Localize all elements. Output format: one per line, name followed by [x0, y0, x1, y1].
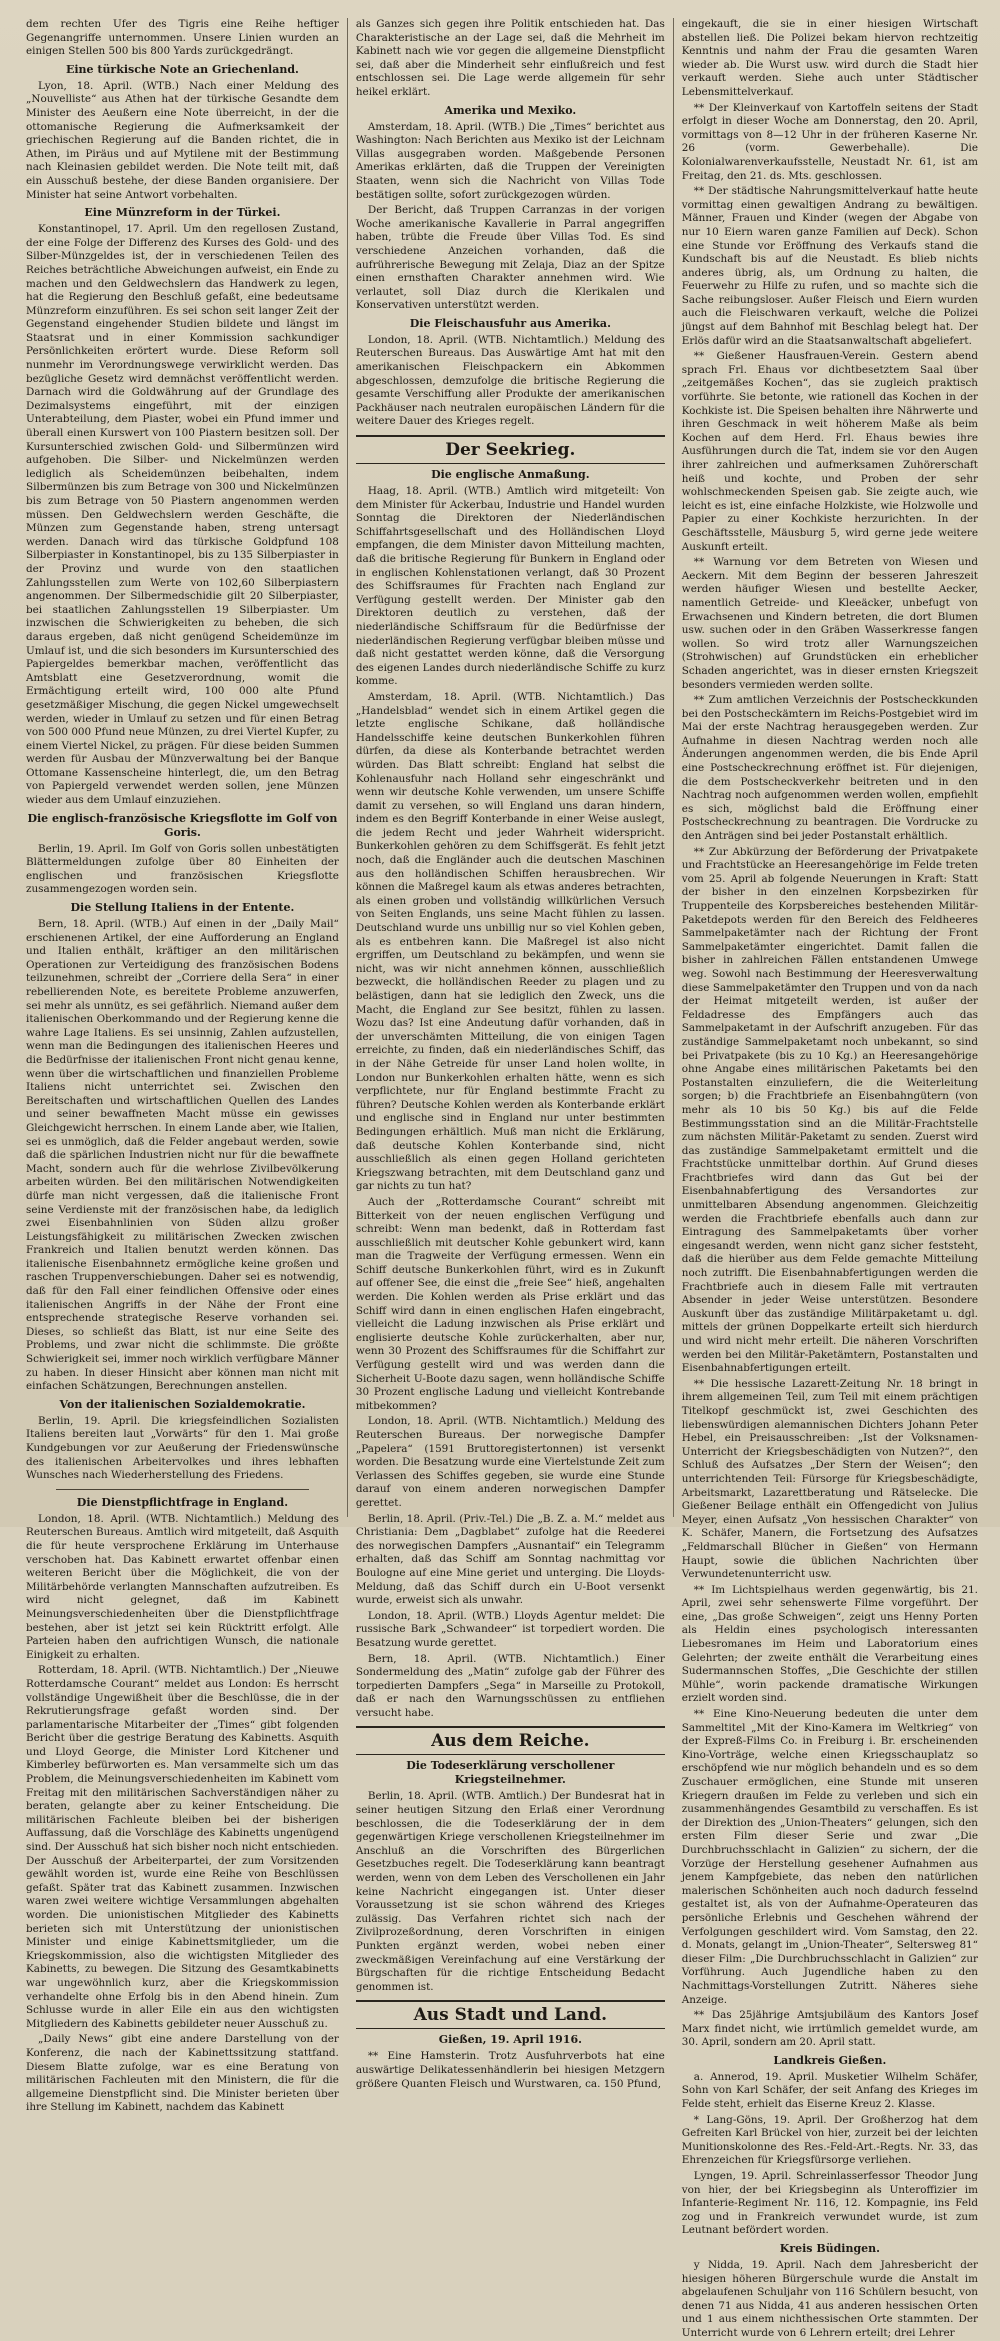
article-paragraph: ** Eine Hamsterin. Trotz Ausfuhrverbots hat eine auswärtige Delikatessenhändlerin bei hiesigen Metzgern größere Quanten Fleisch und Wurstwaren, ca. 150 Pfund,	[355, 2050, 665, 2090]
article-paragraph: London, 18. April. (WTB. Nichtamtlich.) Meldung des Reuterschen Bureaus. Der norwegische Dampfer „Papelera“ (1591 Bruttoregistertonnen) ist versenkt worden. Die Besatzung wurde eine Viertelstunde Zeit zum Verlassen des Schiffes gegeben, sie wurde eine Stunde darauf von einem anderen norwegischen Dampfer gerettet.	[355, 1415, 665, 1509]
article-paragraph: Lyon, 18. April. (WTB.) Nach einer Meldung des „Nouvelliste“ aus Athen hat der türkische Gesandte dem Minister des Aeußern eine Note überreicht, in der die ottomanische Regierung die Aufmerksamkeit der griechischen Regierung auf die Banden richtet, die in Athen, im Piräus und auf Mytilene mit der Bestimmung nach Kleinasien gebildet werden. Die Note teilt mit, daß ein Ausschuß bestehe, der diese Banden organisiere. Der Minister hat seine Antwort vorbehalten.	[26, 79, 339, 201]
article-paragraph: Haag, 18. April. (WTB.) Amtlich wird mitgeteilt: Von dem Minister für Ackerbau, Industrie und Handel wurden Sonntag die Direktoren der Niederländischen Schiffahrtsgesellschaft und des Holländischen Lloyd empfangen, die dem Minister davon Mitteilung machten, daß die britische Regierung für Bunkern in England oder in englischen Kohlenstationen verlangt, daß 30 Prozent des Schiffsraumes für Frachten nach England zur Verfügung gestellt werden. Der Minister gab den Direktoren deutlich zu verstehen, daß der niederländische Schiffsraum für die Bedürfnisse der niederländischen Regierung verfügbar bleiben müsse und daß nicht gestattet werden könne, daß die Versorgung des eigenen Landes durch niederländische Schiffe zu kurz komme.	[355, 485, 665, 688]
article-paragraph: London, 18. April. (WTB. Nichtamtlich.) Meldung des Reuterschen Bureaus. Das Auswärtige Amt hat mit den amerikanischen Fleischpackern ein Abkommen abgeschlossen, demzufolge die britische Regierung die gesamte Verschiffung aller Produkte der amerikanischen Packhäuser nach neutralen europäischen Ländern für die weitere Dauer des Krieges regelt.	[355, 333, 665, 428]
headline-death-declaration: Die Todeserklärung verschollener Kriegsteilnehmer.	[406, 1759, 615, 1787]
column-right	[674, 18, 986, 2339]
headline-meat-export: Die Fleischausfuhr aus Amerika.	[409, 316, 611, 330]
article-continuation: als Ganzes sich gegen ihre Politik entschieden hat. Das Charakteristische an der Lage sei, daß die Mehrheit im Kabinett nach wie vor gegen die allgemeine Dienstpflicht sei, daß aber die Minderheit sehr einflußreich und fest entschlossen sei. Die Lage werde allgemein für sehr heikel erklärt.	[355, 18, 665, 98]
local-news-item: a. Annerod, 19. April. Musketier Wilhelm Schäfer, Sohn von Karl Schäfer, der seit Anfang des Krieges im Felde steht, erhielt das Eiserne Kreuz 2. Klasse.	[681, 2070, 978, 2111]
article-paragraph: Amsterdam, 18. April. (WTB. Nichtamtlich.) Das „Handelsblad“ wendet sich in einem Artikel gegen die letzte englische Schikane, daß holländische Handelsschiffe keine deutschen Bunkerkohlen führen dürfen, da diese als Konterbande betrachtet werden würden. Das Blatt schreibt: England hat selbst die Kohlenausfuhr nach Holland sehr eingeschränkt und wenn wir deutsche Kohle verwenden, um unsere Schiffe damit zu versehen, so will England uns daran hindern, indem es den Begriff Konterbande in einer Weise auslegt, die jedem Recht und jeder Wahrheit widerspricht. Bunkerkohlen gehören zu dem Schiffsgerät. Es fehlt jetzt noch, daß die Engländer auch die deutschen Maschinen aus den holländischen Schiffen herausbrechen. Wir können die Maßregel kaum als etwas anderes betrachten, als einen groben und vollständig willkürlichen Versuch von Seiten Englands, uns seine Macht fühlen zu lassen. Deutschland wurde uns unbillig nur so viel Kohlen geben, als es entbehren kann. Die Maßregel ist also nicht ergriffen, um Deutschland zu bekämpfen, und wenn sie nicht, was wir nicht annehmen können, ausschließlich bezweckt, die holländischen Reeder zu plagen und zu belästigen, dann hat sie lediglich den Zweck, uns die Macht, die England zur See besitzt, fühlen zu lassen. Wozu das? Ist eine Andeutung dafür vorhanden, daß in der unverschämten Mitteilung, die von einigen Tagen erreichte, zu finden, daß ein niederländisches Schiff, das in der Nähe Getreide für unser Land holen wollte, in London nur Bunkerkohlen erhalten hätte, wenn es sich verpflichtete, nur für England bestimmte Fracht zu führen? Deutsche Kohlen werden als Konterbande erklärt und englische sind in England nur unter bestimmten Bedingungen erhältlich. Muß man nicht die Erklärung, daß deutsche Kohlen Konterbande sind, nicht ausschließlich als einen gegen Holland gerichteten Kriegszwang betrachten, mit dem Deutschland ganz und gar nichts zu tun hat?	[355, 690, 665, 1193]
article-paragraph: Amsterdam, 18. April. (WTB.) Die „Times“ berichtet aus Washington: Nach Berichten aus Mexiko ist der Leichnam Villas ausgegraben worden. Maßgebende Personen Amerikas erklärten, daß die Truppen der Vereinigten Staaten, wenn sich die Nachricht von Villas Tode bestätigen sollte, sofort zurückgezogen würden.	[355, 120, 665, 201]
column-middle	[347, 18, 674, 2090]
local-news-item: ** Warnung vor dem Betreten von Wiesen und Aeckern. Mit dem Beginn der besseren Jahreszeit werden häufiger Wiesen und bestellte Aecker, namentlich Getreide- und Kleeäcker, unbefugt von Erwachsenen und Kindern betreten, die dort Blumen usw. suchen oder in den Gräben Wasserkresse fangen wollen. So wird trotz aller Warnungszeichen (Strohwischen) auf Grundstücken ein erheblicher Schaden angerichtet, was in dieser ernsten Kriegszeit besonders vermieden werden sollte.	[681, 556, 978, 691]
article-paragraph: Berlin, 18. April. (Priv.-Tel.) Die „B. Z. a. M.“ meldet aus Christiania: Dem „Dagblabet“ zufolge hat die Reederei des norwegischen Dampfers „Ausnantaif“ ein Telegramm erhalten, daß das Schiff am Sonntag nachmittag vor Boulogne auf eine Mine geriet und unterging. Die Lloyds-Meldung, daß das Schiff durch ein U-Boot versenkt wurde, erweist sich als unwahr.	[355, 1512, 665, 1607]
article-paragraph: Konstantinopel, 17. April. Um den regellosen Zustand, der eine Folge der Differenz des Kurses des Gold- und des Silber-Münzgeldes ist, der in verschiedenen Teilen des Reiches beträchtliche Abweichungen aufweist, ein Ende zu machen und den Geldwechslern das Handwerk zu legen, hat die Regierung den Beschluß gefaßt, eine bedeutsame Münzreform einzuführen. Es sei schon seit langer Zeit der Gegenstand eingehender Studien bildete und längst im Staatsrat und in einer Kommission sachkundiger Persönlichkeiten erörtert wurde. Diese Reform soll nunmehr im Verordnungswege verwirklicht werden. Das bezügliche Gesetz wird demnächst veröffentlicht werden. Darnach wird die Goldwährung auf der Grundlage des Dezimalsystems eingeführt, mit der einzigen Unterabteilung, dem Piaster, wobei ein Pfund immer und überall einen Kurswert von 100 Piastern besitzen soll. Der Kursunterschied zwischen Gold- und Silbermünzen wird aufgehoben. Die Silber- und Nickelmünzen werden lediglich als Scheidemünzen beibehalten, indem Silbermünzen bis zum Betrage von 300 und Nickelmünzen bis zum Betrage von 50 Piastern angenommen werden müssen. Den Geldwechslern werden Geschäfte, die Münzen zum Gegenstande haben, streng untersagt werden. Danach wird das türkische Goldpfund 108 Silberpiaster in Konstantinopel, bis zu 135 Silberpiaster in der Provinz und wurde von den staatlichen Zahlungsstellen zum Werte von 102,60 Silberpiastern angenommen. Der Silbermedschidie gilt 20 Silberpiaster, bei staatlichen Zahlungsstellen 19 Silberpiaster. Um inzwischen die Schwierigkeiten zu beheben, die sich daraus ergeben, daß nicht genügend Scheidemünze im Umlauf ist, und die sich besonders im Kursunterschied des Papiergeldes bemerkbar machen, veröffentlicht das Amtsblatt eine Gesetzverordnung, womit die Ermächtigung erteilt wird, 100 000 alte Pfund gesetzmäßiger Mischung, die gegen Nickel umgewechselt werden, wieder in Umlauf zu setzen und für einen Betrag von 500 000 Pfund neue Münzen, zu drei Viertel Kupfer, zu einem Viertel Nickel, zu prägen. Für diese beiden Summen werden für Ausbau der Münzverwaltung bei der Banque Ottomane Kassenscheine hinterlegt, die, um den Betrag von Papiergeld verwendet werden sollen, jene Münzen wieder aus dem Umlauf einzuziehen.	[26, 223, 339, 807]
local-news-item: ** Das 25jährige Amtsjubiläum des Kantors Josef Marx findet nicht, wie irrtümlich gemeldet wurde, am 30. April, sondern am 20. April statt.	[681, 2009, 978, 2049]
headline-italian-social-democracy: Von der italienischen Sozialdemokratie.	[59, 1397, 306, 1411]
local-news-item: y Nidda, 19. April. Nach dem Jahresbericht der hiesigen höheren Bürgerschule wurde die Anstalt im abgelaufenen Schuljahr von 116 Schülern besucht, von denen 71 aus Nidda, 41 aus anderen hessischen Orten und 1 aus einem nichthessischen Orte stammten. Der Unterricht wurde von 6 Lehrern erteilt; drei Lehrer	[681, 2259, 978, 2339]
article-continuation: eingekauft, die sie in einer hiesigen Wirtschaft abstellen ließ. Die Polizei bekam hiervon rechtzeitig Kenntnis und nahm der Frau die gesamten Waren wieder ab. Die Wurst usw. wird durch die Stadt hier verkauft werden. Siehe auch unter Städtischer Lebensmittelverkauf.	[681, 18, 978, 98]
local-news-item: * Lang-Göns, 19. April. Der Großherzog hat dem Gefreiten Karl Brückel von hier, zurzeit bei der leichten Munitionskolonne des Res.-Feld-Art.-Regts. Nr. 33, das Ehrenzeichen für Kriegsfürsorge verliehen.	[681, 2113, 978, 2167]
article-paragraph: Rotterdam, 18. April. (WTB. Nichtamtlich.) Der „Nieuwe Rotterdamsche Courant“ meldet aus London: Es herrscht vollständige Ungewißheit über die Beschlüsse, die in der Rekrutierungsfrage gefaßt worden sind. Der parlamentarische Mitarbeiter der „Times“ gibt folgenden Bericht über die gestrige Beratung des Kabinetts. Asquith und Lloyd George, die Minister Lord Kitchener und Kimberley befürworten es. Man versammelte sich um das Problem, die Meinungsverschiedenheiten im Kabinett vom Freitag mit den militärischen Sachverständigen näher zu beraten, gelangte aber zu keiner Entscheidung. Die militärischen Fachleute bleiben bei der bisherigen Auffassung, daß die Vorschläge des Kabinetts ungenügend sind. Der Ausschuß hat sich bisher noch nicht entschieden. Der Ausschuß der Arbeiterpartei, der zum Vorsitzenden gewählt worden ist, wurde eine Reihe von Beschlüssen gefaßt. Später trat das Kabinett zusammen. Inzwischen waren zwei weitere wichtige Versammlungen abgehalten worden. Die unionistischen Mitglieder des Kabinetts berieten sich mit Unterstützung der unionistischen Minister und einige Kabinettsmitglieder, um die Kriegskommission, also die wichtigsten Mitglieder des Kabinetts, zu bewegen. Die Sitzung des Gesamtkabinetts war ungewöhnlich kurz, aber die Kriegskommission verhandelte ohne Erfolg bis in den Abend hinein. Zum Schlusse wurde in aller Eile ein aus den wichtigsten Mitgliedern des Kabinetts gebildeter neuer Ausschuß zu.	[26, 1664, 339, 2030]
local-news-item: ** Die hessische Lazarett-Zeitung Nr. 18 bringt in ihrem allgemeinen Teil, zum Teil mit einem prächtigen Titelkopf geschmückt ist, zwei Geschichten des liebenswürdigen alemannischen Dichters Johann Peter Hebel, ein Preisausschreiben: „Ist der Volksnamen-Unterricht der Kriegsbeschädigten von Nutzen?“, den Schluß des Aufsatzes „Der Stern der Weisen“; den unterrichtenden Teil: Fürsorge für Kriegsbeschädigte, Arbeitsmarkt, Lazarettberatung und Rätselecke. Die Gießener Beilage enthält ein Offengedicht von Julius Meyer, einen Aufsatz „Von hessischen Charakter“ von K. Schäfer, Manern, die Fortsetzung des Aufsatzes „Feldmarschall Blücher in Gießen“ von Hermann Haupt, sowie die üblichen Nachrichten über Verwundetenunterricht usw.	[681, 1377, 978, 1581]
dateline: Gießen, 19. April 1916.	[438, 2033, 582, 2047]
article-paragraph: Bern, 18. April. (WTB. Nichtamtlich.) Einer Sondermeldung des „Matin“ zufolge gab der Führer des torpedierten Dampfers „Sega“ in Marseille zu Protokoll, daß er nach den Warnungsschüssen zu entfliehen versucht habe.	[355, 1652, 665, 1719]
headline-italy-entente: Die Stellung Italiens in der Entente.	[70, 901, 295, 915]
divider	[56, 1489, 309, 1490]
local-news-item: ** Der städtische Nahrungsmittelverkauf hatte heute vormittag einen gewaltigen Andrang zu bewältigen. Männer, Frauen und Kinder (wegen der Abgabe von nur 10 Eiern waren ganze Familien auf Deck). Schon eine Stunde vor Eröffnung des Verkaufs stand die Kundschaft bis auf die Neustadt. Es blieb nichts anderes übrig, als, um Ordnung zu halten, die Feuerwehr zu Hilfe zu rufen, und so machte sich die Sache reibungsloser. Außer Fleisch und Eiern wurden auch die Fleischwaren verkauft, welche die Polizei jüngst auf dem Bahnhof mit Beschlag belegt hat. Der Erlös dafür wird an die Staatsanwaltschaft abgeliefert.	[681, 185, 978, 347]
headline-english-arrogance: Die englische Anmaßung.	[431, 468, 590, 482]
article-paragraph: Berlin, 19. April. Im Golf von Goris sollen unbestätigten Blättermeldungen zufolge über 80 Einheiten der englischen und französischen Kriegsflotte zusammengezogen worden sein.	[26, 842, 339, 896]
article-paragraph: London, 18. April. (WTB.) Lloyds Agentur meldet: Die russische Bark „Schwandeer“ ist torpediert worden. Die Besatzung wurde gerettet.	[355, 1609, 665, 1649]
headline-coin-reform: Eine Münzreform in der Türkei.	[84, 206, 281, 220]
section-title-city-land: Aus Stadt und Land.	[356, 2000, 665, 2029]
headline-kreis-buedingen: Kreis Büdingen.	[779, 2242, 881, 2255]
article-paragraph: Berlin, 19. April. Die kriegsfeindlichen Sozialisten Italiens bereiten laut „Vorwärts“ für den 1. Mai große Kundgebungen vor zur Aeußerung der Friedenswünsche des italienischen Arbeitervolkes und ihres lebhaften Wunsches nach Wiederherstellung des Friedens.	[26, 1414, 339, 1482]
local-news-item: ** Gießener Hausfrauen-Verein. Gestern abend sprach Frl. Ehaus vor dichtbesetztem Saal über „zeitgemäßes Kochen“, das sie zugleich praktisch vorführte. Sie betonte, wie rationell das Kochen in der Kochkiste ist. Die Speisen behalten ihre Nährwerte und ihren Geschmack in weit höherem Maße als beim Kochen auf dem Herd. Frl. Ehaus bewies ihre Ausführungen durch die Tat, indem sie vor den Augen ihrer zahlreichen und aufmerksamen Zuhörerschaft heiß und kochte, und Proben der sehr wohlschmeckenden Speisen gab. Sie zeigte auch, wie leicht es ist, eine einfache Holzkiste, wie Holzwolle und Papier zu einer Kochkiste herzurichten. In der Geschäftsstelle, Mäusburg 5, wird gerne jede weitere Auskunft erteilt.	[681, 350, 978, 553]
article-paragraph: Berlin, 18. April. (WTB. Amtlich.) Der Bundesrat hat in seiner heutigen Sitzung den Erlaß einer Verordnung beschlossen, die die Todeserklärung der in dem gegenwärtigen Kriege verschollenen Kriegsteilnehmer im Anschluß an die Vorschriften des Bürgerlichen Gesetzbuches regelt. Die Todeserklärung kann beantragt werden, wenn von dem Leben des Verschollenen ein Jahr keine Nachricht eingegangen ist. Unter dieser Voraussetzung ist sie schon während des Krieges zulässig. Das Verfahren richtet sich nach der Zivilprozeßordnung, deren Vorschriften in einigen Punkten ergänzt werden, wobei neben einer zweckmäßigen Vereinfachung auf eine Verstärkung der Bürgschaften für die richtige Entscheidung Bedacht genommen ist.	[355, 1790, 665, 1993]
headline-conscription-england: Die Dienstpflichtfrage in England.	[76, 1495, 289, 1509]
article-paragraph: Bern, 18. April. (WTB.) Auf einen in der „Daily Mail“ erschienenen Artikel, der eine Aufforderung an England und Italien enthält, kräftiger an den militärischen Operationen zur Verteidigung des französischen Bodens teilzunehmen, schreibt der „Corriere della Sera“ in einer rebellierenden Note, es bereitete Probleme anzuwerfen, sei mehr als unnütz, es sei gefährlich. Niemand außer dem italienischen Oberkommando und der Regierung kenne die wahre Lage Italiens. Es sei unsinnig, Zahlen aufzustellen, wenn man die Bedingungen des italienischen Heeres und die Bedürfnisse der italienischen Front nicht genau kenne, wenn über die wirtschaftlichen und finanziellen Probleme Italiens nicht unterrichtet sei. Zwischen den Bereitschaften und wirtschaftlichen Quellen des Landes und seiner bewaffneten Macht müsse ein gewisses Gleichgewicht herrschen. In einem Lande aber, wie Italien, sei es unmöglich, daß die Felder angebaut werden, sowie daß die spärlichen Industrien nicht nur für die bewaffnete Macht, sondern auch für die wehrlose Zivilbevölkerung arbeiten würden. Bei den militärischen Notwendigkeiten dürfe man nicht vergessen, daß die italienische Front seine Verdienste mit der französischen habe, da lediglich zwei Eisenbahnlinien von Süden allzu großer Leistungsfähigkeit zu militärischen Zwecken zwischen Frankreich und Italien benutzt werden können. Das italienische Eisenbahnnetz ermögliche keine großen und raschen Truppenverschiebungen. Daher sei es notwendig, daß für den Fall einer feindlichen Offensive oder eines italienischen Angriffs in der Nähe der Front eine entsprechende strategische Reserve vorhanden sei. Dieses, so schließt das Blatt, ist nur eine Seite des Problems, und zwar nicht die schlimmste. Die größte Schwierigkeit sei, immer noch wirklich verfügbare Männer zu haben. In dieser Hinsicht aber können man nicht mit einfachen Schätzungen, Berechnungen anstellen.	[26, 918, 339, 1393]
article-paragraph: London, 18. April. (WTB. Nichtamtlich.) Meldung des Reuterschen Bureaus. Amtlich wird mitgeteilt, daß Asquith die für heute versprochene Erklärung im Unterhause verschoben hat. Das Kabinett erwartet offenbar einen weiteren Bericht über die Möglichkeit, die von der Militärbehörde verlangten Mannschaften aufzutreiben. Es wird nicht gelegnet, daß im Kabinett Meinungsverschiedenheiten über die Dienstpflichtfrage bestehen, aber ist jetzt sei kein Rücktritt erfolgt. Alle Parteien haben den aufrichtigen Wunsch, die nationale Einigkeit zu erhalten.	[26, 1512, 339, 1661]
article-continuation: dem rechten Ufer des Tigris eine Reihe heftiger Gegenangriffe unternommen. Unsere Linien wurden an einigen Stellen 500 bis 800 Yards zurückgedrängt.	[26, 18, 339, 58]
column-left	[18, 18, 347, 2114]
headline-war-fleet: Die englisch-französische Kriegsflotte im Golf von Goris.	[27, 811, 338, 839]
local-news-item: ** Im Lichtspielhaus werden gegenwärtig, bis 21. April, zwei sehr sehenswerte Filme vorgeführt. Der eine, „Das große Schweigen“, zeigt uns Henny Porten als Heldin eines psychologisch interessanten Liebesromanes im Heim und Laboratorium eines Gelehrten; der zweite enthält die Verarbeitung eines Sudermannschen Stoffes, „Die Geschichte der stillen Mühle“, worin packende dramatische Wirkungen erzielt worden sind.	[681, 1583, 978, 1705]
article-paragraph: „Daily News“ gibt eine andere Darstellung von der Konferenz, die nach der Kabinettssitzung stattfand. Diesem Blatte zufolge, war es eine Beratung von militärischen Fachleuten mit den Ministern, die für die allgemeine Dienstpflicht sind. Die Minister berieten über ihre Stellung im Kabinett, nachdem das Kabinett	[26, 2033, 339, 2114]
headline-turkish-note: Eine türkische Note an Griechenland.	[65, 62, 299, 76]
local-news-item: Lyngen, 19. April. Schreinlasserfessor Theodor Jung von hier, der bei Kriegsbeginn als Unteroffizier im Infanterie-Regiment Nr. 116, 12. Kompagnie, ins Feld zog und in Frankreich verwundet wurde, ist zum Leutnant befördert worden.	[681, 2170, 978, 2237]
section-title-reich: Aus dem Reiche.	[356, 1726, 665, 1755]
local-news-item: ** Zur Abkürzung der Beförderung der Privatpakete und Frachtstücke an Heeresangehörige im Felde treten vom 25. April ab folgende Neuerungen in Kraft: Statt der bisher in den einzelnen Korpsbezirken für Truppenteile des Korpsbereiches bestehenden Militär-Paketdepots werden für den Bereich des Feldheeres Sammelpaketämter nach der Richtung der Front Sammelpaketämter eingerichtet. Damit fallen die bisher in zahlreichen Fällen entstandenen Umwege weg. Sowohl nach Bestimmung der Heeresverwaltung diese Sammelpaketämter den Truppen und von da nach der Heimat mitgeteilt werden, ist außer der Feldadresse des Empfängers auch das Sammelpaketamt in der Aufschrift anzugeben. Für das zuständige Sammelpaketamt noch unbekannt, so sind bei Privatpakete (bis zu 10 Kg.) an Heeresangehörige ohne Angabe eines militärischen Paketamts bei den Postanstalten einzuliefern, die die Weiterleitung sorgen; b) die Frachtbriefe an Eisenbahngütern (von mehr als 10 bis 50 Kg.) bis auf die Felde Bestimmungsstation sind an die Militär-Frachtstelle zum nächsten Militär-Paketamt zu senden. Zuerst wird das zuständige Sammelpaketamt ermittelt und die Frachtstücke unmittelbar dorthin. Auf Grund dieses Frachtbriefes wird dann das Gut bei der Eisenbahnabfertigung des Versandortes zur unmittelbaren Absendung angenommen. Gleichzeitig werden die Frachtbriefe ebenfalls auch dann zur Eintragung des Sammelpaketamts über vorher eingesandt werden, wenn nicht ganz sicher feststeht, daß die hierüber aus dem Felde gemachte Mitteilung noch zutrifft. Die Eisenbahnabfertigungen werden die Frachtbriefe auch in diesem Falle mit vertrauten Absender in jeder Weise unterstützen. Besondere Auskunft über das zuständige Militärpaketamt u. dgl. mittels der grünen Doppelkarte erteilt sich hierdurch und wird nicht mehr erteilt. Die näheren Vorschriften werden bei den Militär-Paketämtern, Postanstalten und Eisenbahnabfertigungen erteilt.	[681, 845, 978, 1375]
section-title-naval-war: Der Seekrieg.	[356, 435, 665, 464]
headline-america-mexico: Amerika und Mexiko.	[444, 103, 577, 117]
article-paragraph: Der Bericht, daß Truppen Carranzas in der vorigen Woche amerikanische Kavallerie in Parral angegriffen haben, trübte die Freude über Villas Tod. Es sind verschiedene Anzeichen vorhanden, daß die aufrührerische Bewegung mit Zelaja, Diaz an der Spitze einen ernsthaften Charakter annehmen wird. Wie verlautet, soll Diaz durch die Klerikalen und Konservativen unterstützt werden.	[355, 204, 665, 312]
local-news-item: ** Der Kleinverkauf von Kartoffeln seitens der Stadt erfolgt in dieser Woche am Donnerstag, den 20. April, vormittags von 8—12 Uhr in der früheren Kaserne Nr. 26 (vorm. Gewerbehalle). Die Kolonialwarenverkaufsstelle, Neustadt Nr. 61, ist am Freitag, den 21. ds. Mts. geschlossen.	[681, 101, 978, 182]
article-paragraph: Auch der „Rotterdamsche Courant“ schreibt mit Bitterkeit von der neuen englischen Verfügung und schreibt: Wenn man bedenkt, daß in Rotterdam fast ausschließlich mit deutscher Kohle gebunkert wird, kann man die Tragweite der Verfügung ermessen. Wenn ein Schiff deutsche Bunkerkohlen führt, wird es in Zukunft auf offener See, die einst die „freie See“ hieß, angehalten werden. Die Kohlen werden als Prise erklärt und das Schiff wird dann in einen englischen Hafen eingebracht, vielleicht die Ladung inzwischen als Prise erklärt und englisierte deutsche Kohle zurückerhalten, aber nur, wenn 30 Prozent des Schiffsraumes für die Schiffahrt zur Verfügung gestellt wird und was werden dann die Sicherheit U-Boote dazu sagen, wenn holländische Schiffe 30 Prozent englische Ladung und vielleicht Kontrebande mitbekommen?	[355, 1195, 665, 1412]
local-news-item: ** Zum amtlichen Verzeichnis der Postscheckkunden bei den Postscheckämtern im Reichs-Postgebiet wird im Mai der erste Nachtrag herausgegeben werden. Zur Aufnahme in diesen Nachtrag werden noch alle Änderungen angenommen werden, die bis Ende April eine Postscheckrechnung eröffnet ist. Für diejenigen, die dem Postscheckverkehr beitreten und in den Nachtrag noch aufgenommen werden wollen, empfiehlt es sich, möglichst bald die Eröffnung einer Postscheckrechnung zu beantragen. Die Vordrucke zu den Anträgen sind bei jeder Postanstalt erhältlich.	[681, 694, 978, 843]
local-news-item: ** Eine Kino-Neuerung bedeuten die unter dem Sammeltitel „Mit der Kino-Kamera im Weltkrieg“ von der Expreß-Films Co. in Freiburg i. Br. erscheinenden Kino-Vorträge, welche einen Kriegsschauplatz so erschöpfend wie nur möglich behandeln und es so dem Zuschauer ermöglichen, eine Stunde mit unseren Kriegern draußen im Felde zu verleben und sich ein zusammenhängendes Gesamtbild zu verschaffen. Es ist der Direktion des „Union-Theaters“ gelungen, sich den ersten Film dieser Serie und zwar „Die Durchbruchsschlacht in Galizien“ zu sichern, der die Vorzüge der Herstellung gesehener Aufnahmen aus jenem Kampfgebiete, das neben den natürlichen malerischen Schönheiten auch noch dadurch fesselnd gestaltet ist, als von der Aufnahme-Operateuren das persönliche Erlebnis und Geschehen während der Verfolgungen geschildert wird. Vom Samstag, den 22. d. Monats, gelangt im „Union-Theater“, Seltersweg 81“ dieser Film: „Die Durchbruchsschlacht in Galizien“ zur Vorführung. Auch Jugendliche haben zu den Nachmittags-Vorstellungen Zutritt. Näheres siehe Anzeige.	[681, 1708, 978, 2006]
headline-landkreis-giessen: Landkreis Gießen.	[773, 2053, 887, 2067]
